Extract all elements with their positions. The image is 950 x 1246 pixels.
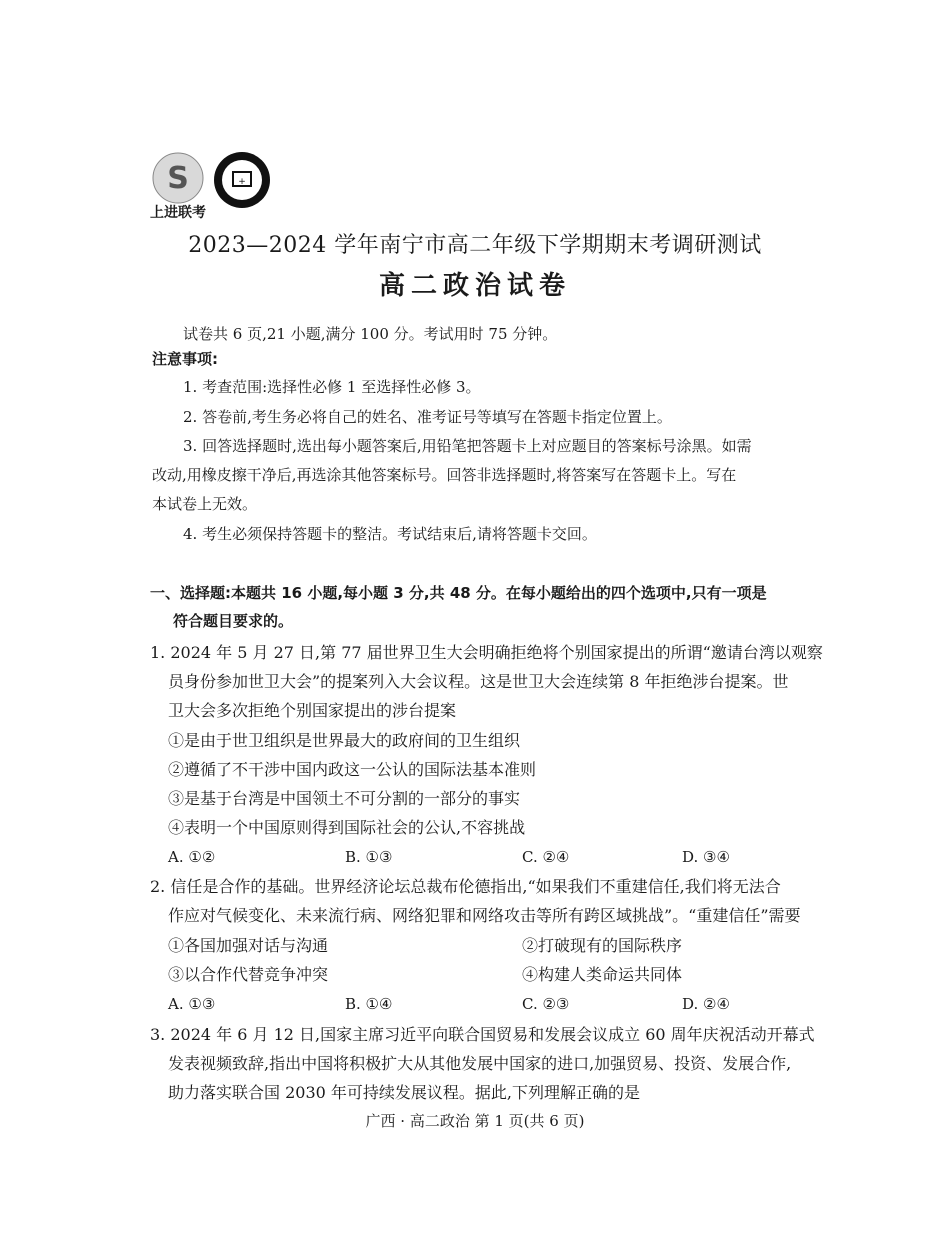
statement: ③以合作代替竞争冲突 [168,965,329,984]
option-c: C. ②③ [522,995,570,1013]
section-heading: 一、选择题:本题共 16 小题,每小题 3 分,共 48 分。在每小题给出的四个选项中,只有一项是 [150,584,767,602]
statement: ①是由于世卫组织是世界最大的政府间的卫生组织 [168,731,521,750]
notice-line: 4. 考生必须保持答题卡的整洁。考试结束后,请将答题卡交回。 [183,525,597,543]
option-a: A. ①③ [168,995,216,1013]
notice-line: 2. 答卷前,考生务必将自己的姓名、准考证号等填写在答题卡指定位置上。 [183,408,672,426]
statement: ②打破现有的国际秩序 [522,936,683,955]
question-1-line: 员身份参加世卫大会”的提案列入大会议程。这是世卫大会连续第 8 年拒绝涉台提案。世 [168,672,789,691]
question-2: 2. 信任是合作的基础。世界经济论坛总裁布伦德指出,“如果我们不重建信任,我们将无法合 [150,877,781,896]
question-1-line: 卫大会多次拒绝个别国家提出的涉台提案 [168,701,457,720]
notice-line: 1. 考查范围:选择性必修 1 至选择性必修 3。 [183,378,481,396]
option-d: D. ③④ [682,848,730,866]
statement: ④表明一个中国原则得到国际社会的公认,不容挑战 [168,818,526,837]
statement: ②遵循了不干涉中国内政这一公认的国际法基本准则 [168,760,537,779]
statement: ③是基于台湾是中国领土不可分割的一部分的事实 [168,789,521,808]
question-3-line: 发表视频致辞,指出中国将积极扩大从其他发展中国家的进口,加强贸易、投资、发展合作, [168,1054,792,1073]
question-2-line: 作应对气候变化、未来流行病、网络犯罪和网络攻击等所有跨区域挑战”。“重建信任”需要 [168,906,801,925]
option-b: B. ①④ [345,995,393,1013]
option-d: D. ②④ [682,995,730,1013]
exam-title: 2023—2024 学年南宁市高二年级下学期期末考调研测试 [188,233,762,258]
option-c: C. ②④ [522,848,570,866]
svg-text:+: + [238,177,246,187]
option-a: A. ①② [168,848,216,866]
statement: ①各国加强对话与沟通 [168,936,329,955]
notice-heading: 注意事项: [152,350,218,368]
statement: ④构建人类命运共同体 [522,965,683,984]
section-heading-cont: 符合题目要求的。 [173,612,294,630]
option-b: B. ①③ [345,848,393,866]
question-1: 1. 2024 年 5 月 27 日,第 77 届世界卫生大会明确拒绝将个别国家提出的所谓“邀请台湾以观察 [150,643,823,662]
svg-text:S: S [167,161,189,196]
paper-subtitle: 高二政治试卷 [378,271,571,301]
notice-line: 3. 回答选择题时,选出每小题答案后,用铅笔把答题卡上对应题目的答案标号涂黑。如需 [183,437,752,455]
notice-line: 改动,用橡皮擦干净后,再选涂其他答案标号。回答非选择题时,将答案写在答题卡上。写在 [152,466,737,484]
question-3: 3. 2024 年 6 月 12 日,国家主席习近平向联合国贸易和发展会议成立 60 周年庆祝活动开幕式 [150,1025,815,1044]
exam-summary: 试卷共 6 页,21 小题,满分 100 分。考试用时 75 分钟。 [183,325,558,343]
notice-line: 本试卷上无效。 [152,495,258,513]
page-footer: 广西 · 高二政治 第 1 页(共 6 页) [365,1112,585,1130]
brand-name: 上进联考 [150,205,206,221]
question-3-line: 助力落实联合国 2030 年可持续发展议程。据此,下列理解正确的是 [168,1083,640,1102]
